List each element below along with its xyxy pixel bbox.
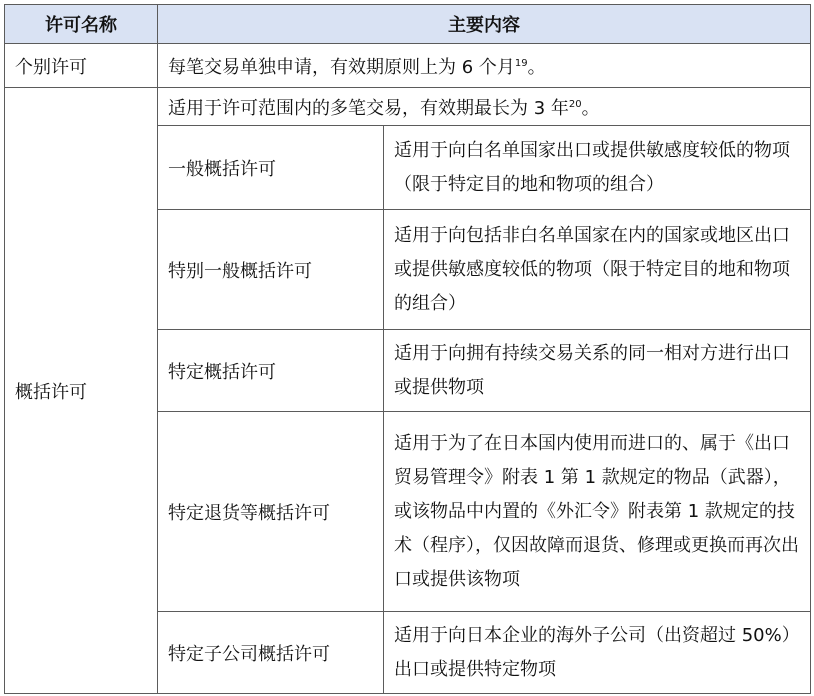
table-row-comprehensive-intro	[5, 88, 811, 126]
table-header-row	[5, 5, 811, 44]
license-content-comprehensive: 适用于许可范围内的多笔交易，有效期最长为 3 年$^{20}$。	[158, 88, 811, 126]
subtype-name: 特别一般概括许可	[158, 210, 384, 330]
footnote-20: 20	[568, 98, 582, 110]
subtype-desc: 适用于向白名单国家出口或提供敏感度较低的物项（限于特定目的地和物项的组合）	[384, 126, 811, 210]
license-name-comprehensive: 概括许可	[5, 88, 158, 694]
license-content-individual: 每笔交易单独申请，有效期原则上为 6 个月$^{19}$。	[158, 44, 811, 88]
footnote-19: 19	[514, 57, 528, 69]
license-table	[4, 4, 811, 694]
subtype-name: 特定概括许可	[158, 330, 384, 412]
header-main-content: 主要内容	[158, 5, 811, 44]
table-row-individual	[5, 44, 811, 88]
subtype-desc: 适用于向日本企业的海外子公司（出资超过 50%）出口或提供特定物项	[384, 612, 811, 694]
subtype-desc: 适用于向拥有持续交易关系的同一相对方进行出口或提供物项	[384, 330, 811, 412]
subtype-desc: 适用于向包括非白名单国家在内的国家或地区出口或提供敏感度较低的物项（限于特定目的地和物项的组合）	[384, 210, 811, 330]
subtype-name: 一般概括许可	[158, 126, 384, 210]
subtype-name: 特定退货等概括许可	[158, 412, 384, 612]
license-name-individual: 个别许可	[5, 44, 158, 88]
subtype-name: 特定子公司概括许可	[158, 612, 384, 694]
header-license-name: 许可名称	[5, 5, 158, 44]
subtype-desc: 适用于为了在日本国内使用而进口的、属于《出口贸易管理令》附表 1 第 1 款规定的物品（武器），或该物品中内置的《外汇令》附表第 1 款规定的技术（程序），仅因故障而退货、修理或更换而再次出口或提供该物项	[384, 412, 811, 612]
